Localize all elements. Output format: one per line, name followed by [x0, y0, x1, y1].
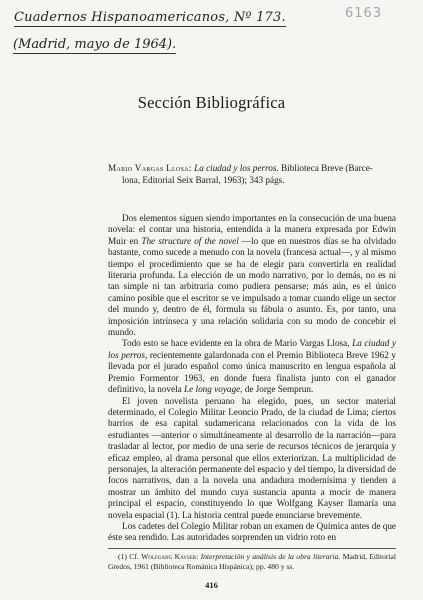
footnote-marker: (1) Cf.	[118, 552, 142, 561]
paragraph-4: Los cadetes del Colegio Militar roban un examen de Química antes de que éste sea rendido. Las autoridades sorprenden un vidrio roto en	[108, 520, 397, 543]
footnote-title: Interpretación y análisis de la obra literaria.	[198, 552, 341, 561]
section-title: Sección Bibliográfica	[137, 93, 286, 112]
citation-author: Mario Vargas Llosa:	[108, 163, 192, 173]
p2-text-a: Todo esto se hace evidente en la obra de Mario Vargas Llosa,	[122, 338, 353, 349]
page-number: 416	[205, 580, 218, 590]
paragraph-2	[108, 338, 396, 395]
citation-title: La ciudad y los perros.	[194, 163, 279, 173]
review-body	[108, 213, 396, 544]
p2-italic-1: La ciudad y los perros,	[108, 338, 396, 360]
handwritten-date-note: (Madrid, mayo de 1964).	[13, 37, 177, 52]
footnote-author: Wolfgang Kayser:	[141, 552, 199, 561]
book-citation	[108, 163, 396, 186]
p1-text-a: Dos elementos siguen siendo importantes en la consecución de una buena novela: el contar una historia, entendida a la manera expresada por Edwin Muir en	[108, 213, 396, 246]
citation-publisher: Biblioteca Breve (Barce-	[278, 163, 373, 173]
citation-publisher-cont: lona, Editorial Seix Barral, 1963); 343 págs.	[122, 174, 285, 185]
p1-text-b: —lo que en nuestros días se ha olvidado bastante, como sucede a menudo con la novela (francesa actual—, y al mismo tiempo el procedimiento que se ha de elegir para convertirla en realidad literaria profunda. La elección de un modo narrativo, por lo demás, no es ni tan simple ni tan arbitraria como pudiera pensarse; más aún, es el único camino posible que el escritor se ve impulsado a tomar cuando elige un sector del mundo y, dentro de él, formula su fábula o asunto. Es, por tanto, una imposición intrínseca y una relación solidaria con su modo de concebir el mundo.	[108, 235, 396, 338]
p2-text-b: recientemente galardonada con el Premio Biblioteca Breve 1962 y llevada por el jurado español como única manuscrito en lengua española al Premio Formentor 1963, en donde fuera finalista junto con el ganador definitivo, la novela	[108, 349, 397, 395]
paragraph-3: El joven novelista peruano ha elegido, pues, un sector material determinado, el Colegio Militar Leoncio Prado, de la ciudad de Lima; ciertos barrios de esa capital sudamericana relacionados con la vida de los estudiantes —anterior o simultáneamente al desarrollo de la narración—para trasladar al lector, por medio de una serie de recursos técnicos de jerarquía y eficaz empleo, al drama personal que ellos exteriorizan. La multiplicidad de personajes, la alteración permanente del espacio y del tiempo, la diversidad de focos narrativos, dan a la novela una andadura modernísima y tienden a mostrar un ámbito del mundo cuya sustancia apunta a mocir de manera principal el espacio, constituyendo lo que Wolfgang Kayser llamaría una novela espacial (1). La historia central puede enunciarse brevemente.	[108, 395, 397, 520]
footnote-divider	[108, 548, 396, 549]
paragraph-1	[108, 213, 396, 338]
p1-italic: The structure of the novel	[141, 235, 239, 246]
p2-text-c: de Jorge Semprun.	[242, 384, 314, 395]
p2-italic-2: Le long voyage,	[184, 384, 243, 395]
handwritten-source-note: Cuadernos Hispanoamericanos, Nº 173.	[14, 10, 286, 25]
footnote	[108, 552, 396, 571]
footnote-publisher: Madrid, Editorial Gredos, 1961 (Biblioteca Románica Hispánica); pp. 480 y ss.	[108, 552, 396, 571]
archive-number: 6163	[345, 6, 383, 21]
